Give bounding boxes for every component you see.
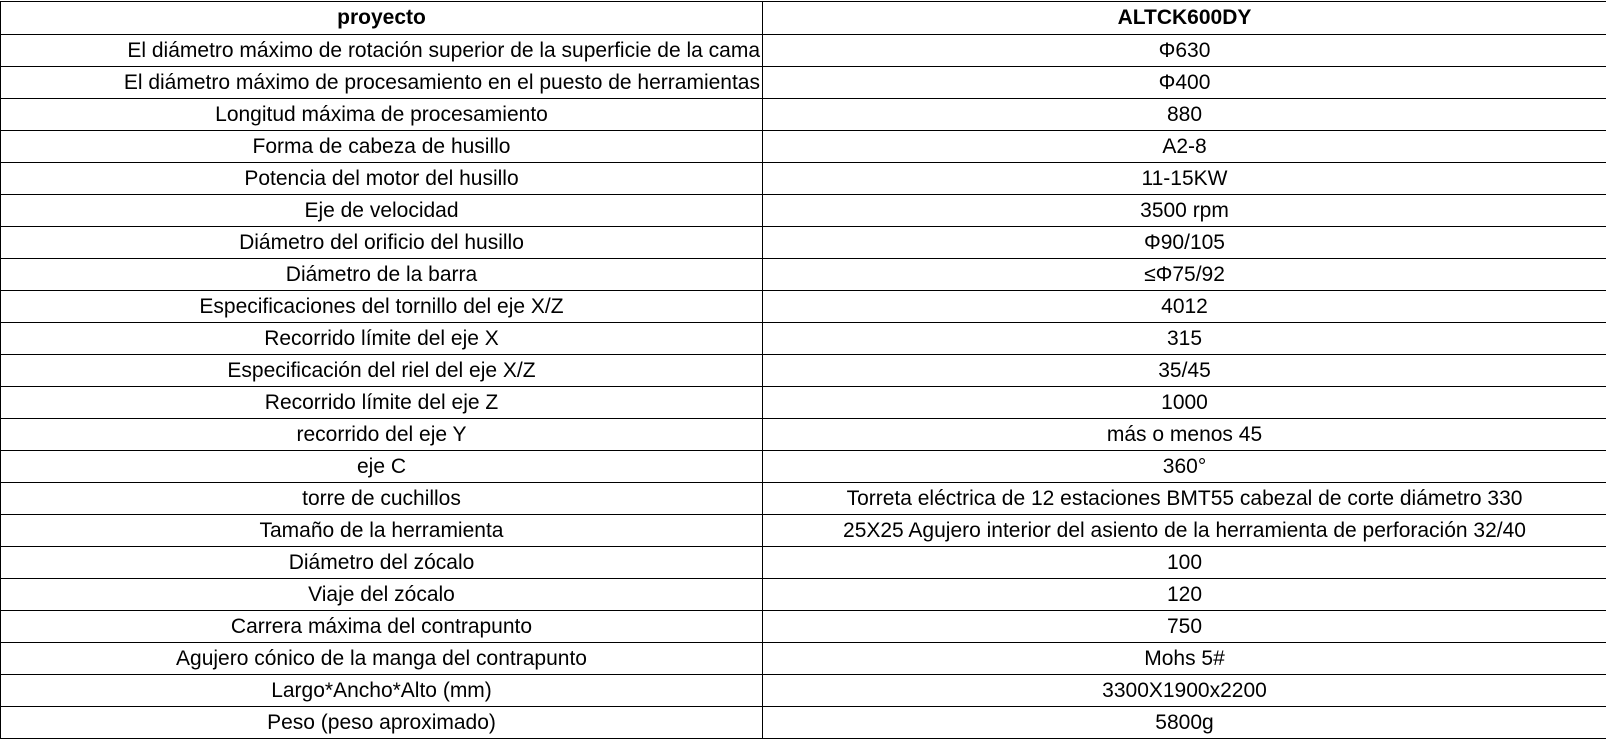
value-cell: Mohs 5# [763,643,1606,675]
value-cell: 360° [763,451,1606,483]
param-cell: Peso (peso aproximado) [1,707,763,739]
table-row [1,227,1606,259]
table-row [1,67,1606,99]
table-row [1,35,1606,67]
param-cell: Forma de cabeza de husillo [1,131,763,163]
header-value: ALTCK600DY [763,2,1606,35]
value-cell: 3300X1900x2200 [763,675,1606,707]
spec-table [0,1,1606,739]
table-row [1,643,1606,675]
param-cell: Eje de velocidad [1,195,763,227]
header-row [1,2,1606,35]
value-cell: A2-8 [763,131,1606,163]
param-cell: Potencia del motor del husillo [1,163,763,195]
value-cell: 35/45 [763,355,1606,387]
param-cell: El diámetro máximo de rotación superior de la superficie de la cama [1,35,763,67]
param-cell: Diámetro del orificio del husillo [1,227,763,259]
param-cell: Tamaño de la herramienta [1,515,763,547]
table-row [1,99,1606,131]
spec-table-body [1,35,1606,739]
param-cell: Agujero cónico de la manga del contrapunto [1,643,763,675]
value-cell: Φ90/105 [763,227,1606,259]
table-row [1,163,1606,195]
param-cell: El diámetro máximo de procesamiento en el puesto de herramientas [1,67,763,99]
table-row [1,611,1606,643]
param-cell: Diámetro del zócalo [1,547,763,579]
table-row [1,195,1606,227]
table-row [1,419,1606,451]
param-cell: Longitud máxima de procesamiento [1,99,763,131]
table-row [1,675,1606,707]
value-cell: 5800g [763,707,1606,739]
param-cell: eje C [1,451,763,483]
param-cell: torre de cuchillos [1,483,763,515]
param-cell: recorrido del eje Y [1,419,763,451]
table-row [1,323,1606,355]
table-row [1,515,1606,547]
value-cell: 750 [763,611,1606,643]
value-cell: 4012 [763,291,1606,323]
value-cell: Φ400 [763,67,1606,99]
table-row [1,451,1606,483]
value-cell: 25X25 Agujero interior del asiento de la herramienta de perforación 32/40 [763,515,1606,547]
table-row [1,707,1606,739]
table-row [1,579,1606,611]
param-cell: Viaje del zócalo [1,579,763,611]
value-cell: más o menos 45 [763,419,1606,451]
param-cell: Recorrido límite del eje Z [1,387,763,419]
param-cell: Diámetro de la barra [1,259,763,291]
table-row [1,547,1606,579]
param-cell: Especificación del riel del eje X/Z [1,355,763,387]
param-cell: Largo*Ancho*Alto (mm) [1,675,763,707]
table-row [1,131,1606,163]
value-cell: 880 [763,99,1606,131]
header-param: proyecto [1,2,763,35]
table-row [1,355,1606,387]
value-cell: 120 [763,579,1606,611]
value-cell: ≤Φ75/92 [763,259,1606,291]
value-cell: 3500 rpm [763,195,1606,227]
value-cell: 11-15KW [763,163,1606,195]
param-cell: Especificaciones del tornillo del eje X/Z [1,291,763,323]
value-cell: Φ630 [763,35,1606,67]
param-cell: Recorrido límite del eje X [1,323,763,355]
table-row [1,291,1606,323]
param-cell: Carrera máxima del contrapunto [1,611,763,643]
value-cell: Torreta eléctrica de 12 estaciones BMT55 cabezal de corte diámetro 330 [763,483,1606,515]
value-cell: 315 [763,323,1606,355]
table-row [1,259,1606,291]
table-row [1,483,1606,515]
value-cell: 1000 [763,387,1606,419]
table-row [1,387,1606,419]
value-cell: 100 [763,547,1606,579]
